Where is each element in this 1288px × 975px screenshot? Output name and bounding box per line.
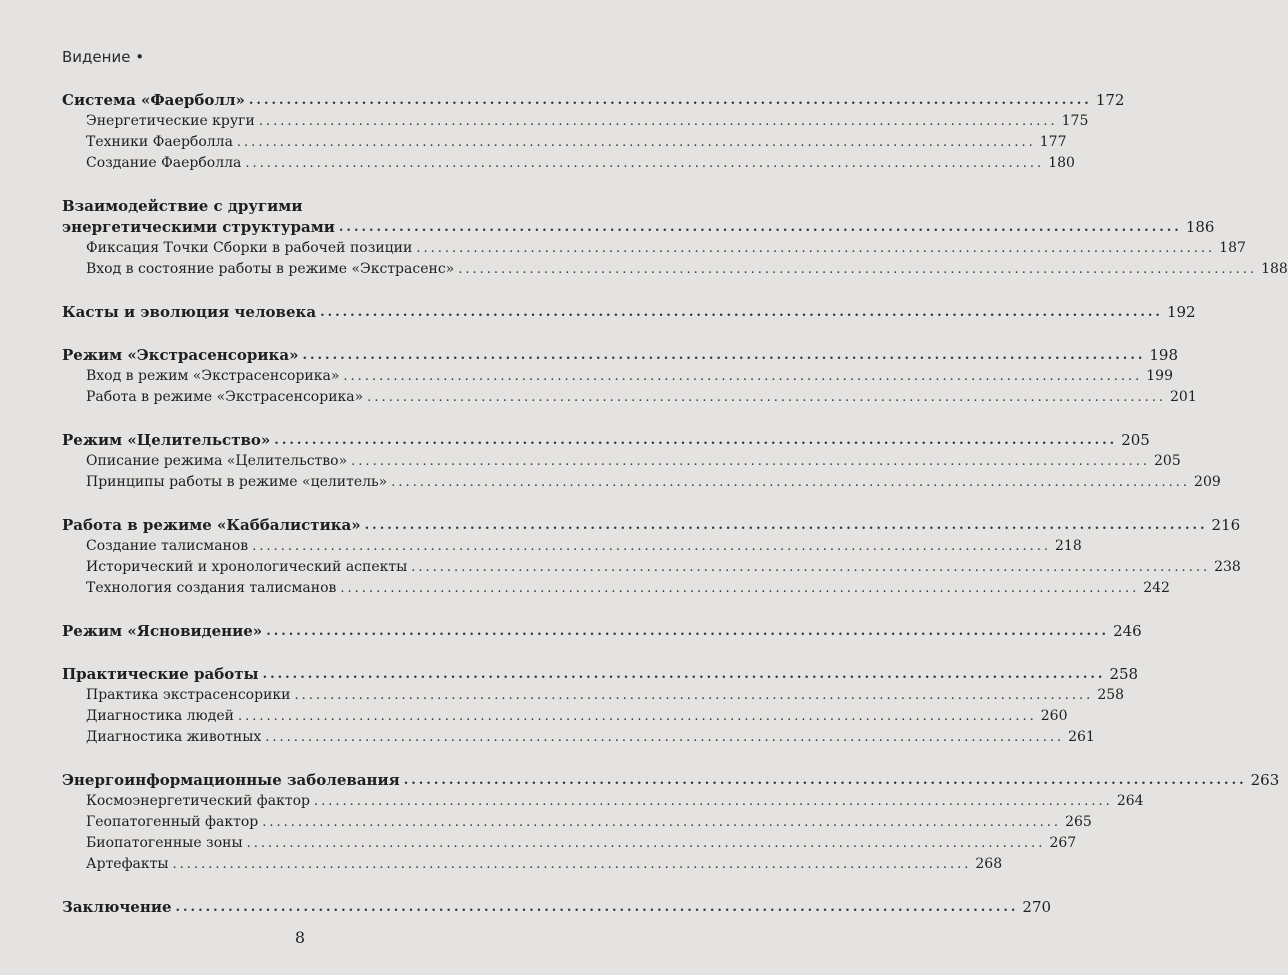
- toc-sub-entry[interactable]: [62, 132, 1067, 153]
- dot-leader: ................................................................................................................: [172, 857, 972, 872]
- dot-leader: ................................................................................................................: [294, 688, 1094, 703]
- toc-entry-page: 199: [1146, 368, 1173, 384]
- toc-entry-page: 260: [1040, 708, 1068, 724]
- dot-leader: ................................................................................................................: [338, 220, 1182, 235]
- dot-leader: ................................................................................................................: [313, 794, 1113, 809]
- toc-entry-title: Биопатогенные зоны: [86, 835, 243, 851]
- running-header: Видение •: [62, 48, 145, 66]
- toc-entry-page: 268: [975, 856, 1003, 872]
- toc-entry-page: 242: [1143, 580, 1170, 596]
- toc-entry-page: 205: [1154, 453, 1181, 469]
- toc-entry-title: Режим «Экстрасенсорика»: [62, 346, 299, 364]
- dot-leader: ................................................................................................................: [246, 836, 1046, 851]
- toc-entry-page: 265: [1065, 814, 1092, 830]
- toc-entry-title: Фиксация Точки Сборки в рабочей позиции: [86, 240, 413, 256]
- toc-entry-title: Практика экстрасенсорики: [86, 687, 291, 703]
- toc-entry-page: 264: [1116, 793, 1144, 809]
- toc-sub-entry[interactable]: [62, 727, 1095, 748]
- toc-section: [62, 515, 1241, 599]
- toc-entry-page: 261: [1068, 729, 1095, 745]
- toc-entry-page: 270: [1022, 898, 1052, 916]
- toc-entry-page: 258: [1097, 687, 1125, 703]
- dot-leader: ................................................................................................................: [340, 581, 1140, 596]
- toc-main-entry[interactable]: [62, 217, 1215, 238]
- toc-entry-page: 258: [1109, 665, 1139, 683]
- toc-entry-page: 198: [1149, 346, 1179, 364]
- toc-entry-title: Принципы работы в режиме «целитель»: [86, 474, 388, 490]
- toc-entry-title: Диагностика животных: [86, 729, 262, 745]
- toc-section: [62, 664, 1139, 748]
- toc-entry-title: Касты и эволюция человека: [62, 303, 317, 321]
- toc-section: [62, 196, 1288, 280]
- dot-leader: ................................................................................................................: [416, 241, 1216, 256]
- toc-sub-entry[interactable]: [62, 366, 1173, 387]
- toc-entry-title: Описание режима «Целительство»: [86, 453, 348, 469]
- toc-sub-entry[interactable]: [62, 536, 1082, 557]
- toc-entry-title: Космоэнергетический фактор: [86, 793, 310, 809]
- toc-section: [62, 345, 1197, 408]
- toc-entry-title: энергетическими структурами: [62, 218, 335, 236]
- toc-entry-page: 218: [1055, 538, 1082, 554]
- dot-leader: ................................................................................................................: [262, 815, 1062, 830]
- toc-entry-title: Энергетические круги: [86, 113, 255, 129]
- toc-sub-entry[interactable]: [62, 578, 1170, 599]
- dot-leader: ................................................................................................................: [236, 135, 1036, 150]
- toc-sub-entry[interactable]: [62, 791, 1144, 812]
- dot-leader: ................................................................................................................: [458, 262, 1258, 277]
- toc-main-entry[interactable]: [62, 345, 1179, 366]
- toc-section: [62, 897, 1052, 918]
- toc-entry-title: Вход в состояние работы в режиме «Экстрасенс»: [86, 261, 455, 277]
- toc-section: [62, 621, 1142, 642]
- toc-entry-page: 216: [1211, 516, 1241, 534]
- toc-entry-title: Создание Фаерболла: [86, 155, 242, 171]
- dot-leader: ................................................................................................................: [252, 539, 1052, 554]
- toc-entry-title: Исторический и хронологический аспекты: [86, 559, 408, 575]
- toc-sub-entry[interactable]: [62, 854, 1003, 875]
- toc-entry-title: Режим «Ясновидение»: [62, 622, 263, 640]
- toc-entry-title: Заключение: [62, 898, 172, 916]
- toc-entry-page: 238: [1214, 559, 1241, 575]
- toc-main-entry[interactable]: [62, 515, 1241, 536]
- dot-leader: ................................................................................................................: [364, 518, 1208, 533]
- toc-entry-title: Работа в режиме «Экстрасенсорика»: [86, 389, 364, 405]
- toc-section: [62, 430, 1221, 493]
- dot-leader: ................................................................................................................: [245, 156, 1045, 171]
- dot-leader: ................................................................................................................: [351, 454, 1150, 469]
- dot-leader: ................................................................................................................: [411, 560, 1211, 575]
- dot-leader: ................................................................................................................: [237, 709, 1037, 724]
- dot-leader: ................................................................................................................: [248, 93, 1092, 108]
- toc-main-entry[interactable]: [62, 664, 1139, 685]
- toc-entry-page: 177: [1039, 134, 1067, 150]
- dot-leader: ................................................................................................................: [175, 900, 1019, 915]
- dot-leader: ................................................................................................................: [403, 773, 1247, 788]
- dot-leader: ................................................................................................................: [262, 667, 1106, 682]
- toc-sub-entry[interactable]: [62, 472, 1221, 493]
- dot-leader: ................................................................................................................: [258, 114, 1058, 129]
- toc-entry-title: Создание талисманов: [86, 538, 249, 554]
- toc-sub-entry[interactable]: [62, 557, 1241, 578]
- page-number: 8: [294, 928, 306, 947]
- toc-entry-page: 263: [1250, 771, 1280, 789]
- toc-entry-page: 188: [1261, 261, 1288, 277]
- toc-entry-title: Работа в режиме «Каббалистика»: [62, 516, 361, 534]
- table-of-contents: [62, 90, 1288, 940]
- toc-entry-title: Режим «Целительство»: [62, 431, 271, 449]
- toc-sub-entry[interactable]: [62, 812, 1092, 833]
- toc-entry-page: 187: [1219, 240, 1246, 256]
- toc-entry-page: 186: [1185, 218, 1215, 236]
- toc-entry-page: 201: [1170, 389, 1197, 405]
- toc-entry-title: Геопатогенный фактор: [86, 814, 259, 830]
- dot-leader: ................................................................................................................: [302, 348, 1146, 363]
- toc-sub-entry[interactable]: [62, 238, 1246, 259]
- toc-entry-page: 175: [1061, 113, 1089, 129]
- dot-leader: ................................................................................................................: [367, 390, 1167, 405]
- toc-main-entry[interactable]: [62, 621, 1142, 642]
- toc-sub-entry[interactable]: [62, 387, 1197, 408]
- toc-sub-entry[interactable]: [62, 111, 1089, 132]
- toc-entry-title: Вход в режим «Экстрасенсорика»: [86, 368, 340, 384]
- toc-section: [62, 302, 1196, 323]
- toc-entry-title: Артефакты: [86, 856, 169, 872]
- toc-main-entry[interactable]: [62, 770, 1280, 791]
- toc-entry-page: 267: [1049, 835, 1077, 851]
- toc-entry-title: Практические работы: [62, 665, 259, 683]
- toc-main-entry[interactable]: [62, 430, 1150, 451]
- toc-sub-entry[interactable]: [62, 706, 1068, 727]
- toc-entry-page: 246: [1113, 622, 1142, 640]
- dot-leader: ................................................................................................................: [343, 369, 1143, 384]
- toc-section: [62, 90, 1125, 174]
- toc-entry-title: Техники Фаерболла: [86, 134, 233, 150]
- toc-section: [62, 770, 1280, 875]
- toc-sub-entry[interactable]: [62, 833, 1077, 854]
- toc-entry-page: 172: [1095, 91, 1125, 109]
- dot-leader: ................................................................................................................: [274, 433, 1118, 448]
- toc-entry-title: Технология создания талисманов: [86, 580, 337, 596]
- toc-sub-entry[interactable]: [62, 451, 1181, 472]
- toc-sub-entry[interactable]: [62, 685, 1125, 706]
- toc-sub-entry[interactable]: [62, 153, 1075, 174]
- dot-leader: ................................................................................................................: [320, 305, 1163, 320]
- dot-leader: ................................................................................................................: [391, 475, 1191, 490]
- toc-entry-page: 180: [1048, 155, 1075, 171]
- toc-main-entry[interactable]: [62, 302, 1196, 323]
- toc-entry-title: Система «Фаерболл»: [62, 91, 245, 109]
- toc-entry-title: Диагностика людей: [86, 708, 234, 724]
- toc-sub-entry[interactable]: [62, 259, 1288, 280]
- toc-entry-title: Энергоинформационные заболевания: [62, 771, 400, 789]
- toc-entry-page: 209: [1194, 474, 1221, 490]
- dot-leader: ................................................................................................................: [265, 730, 1065, 745]
- toc-main-entry[interactable]: [62, 90, 1125, 111]
- toc-entry-page: 192: [1166, 303, 1196, 321]
- toc-main-entry[interactable]: [62, 897, 1052, 918]
- toc-entry-title-line1[interactable]: Взаимодействие с другими: [62, 197, 303, 215]
- dot-leader: ................................................................................................................: [266, 624, 1110, 639]
- toc-entry-page: 205: [1121, 431, 1150, 449]
